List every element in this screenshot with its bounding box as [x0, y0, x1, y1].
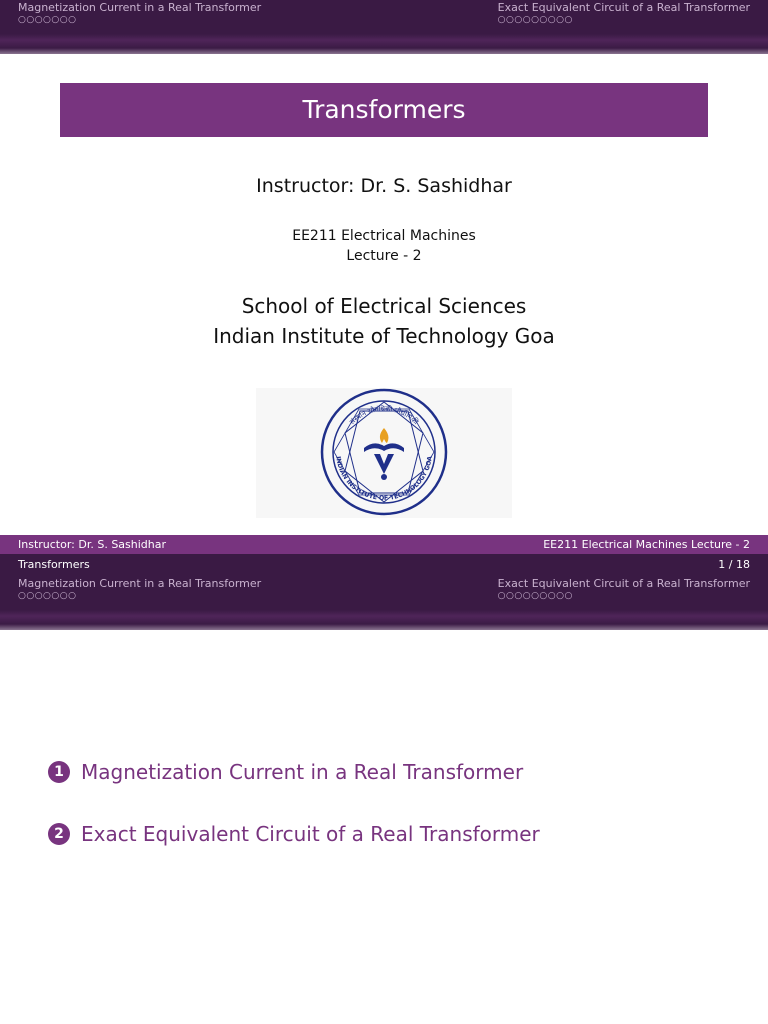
nav-frame-dots[interactable]: ○○○○○○○ [18, 15, 77, 25]
institute-logo [256, 388, 512, 518]
nav-frame-dots[interactable]: ○○○○○○○○○ [497, 15, 573, 25]
footer-author[interactable]: Instructor: Dr. S. Sashidhar [18, 538, 167, 551]
presentation-title: Transformers [60, 83, 708, 137]
logo-ring-top-text: संस्थान सौगंधिकी प्रौद्योगिकी [348, 404, 420, 427]
nav-section-label[interactable]: Magnetization Current in a Real Transformer [18, 577, 262, 590]
nav-section-equivalent-circuit[interactable] [498, 577, 750, 601]
footer-short-title[interactable]: Transformers [18, 558, 90, 571]
nav-section-label[interactable]: Exact Equivalent Circuit of a Real Transformer [497, 1, 750, 14]
lecture-number: Lecture - 2 [346, 248, 422, 264]
logo-ring-bottom-text: INDIAN INSTITUTE OF TECHNOLOGY GOA [334, 455, 434, 503]
footer-title-page-bar [0, 554, 768, 576]
numbered-bullet-icon: 2 [48, 823, 70, 845]
nav-section-magnetization[interactable] [18, 577, 261, 601]
outline-item-equivalent-circuit[interactable] [48, 822, 540, 846]
footer-author-course-bar [0, 535, 768, 554]
outline-item-label[interactable]: Magnetization Current in a Real Transformer [81, 760, 524, 784]
nav-frame-dots[interactable]: ○○○○○○○ [18, 591, 77, 601]
nav-section-equivalent-circuit[interactable] [498, 1, 750, 25]
footer-course[interactable]: EE211 Electrical Machines Lecture - 2 [543, 538, 750, 551]
course-name: EE211 Electrical Machines [292, 228, 476, 244]
header-navigation [0, 576, 768, 630]
outline-item-label[interactable]: Exact Equivalent Circuit of a Real Transformer [81, 822, 540, 846]
author-line: Instructor: Dr. S. Sashidhar [256, 175, 512, 197]
nav-section-label[interactable]: Magnetization Current in a Real Transformer [18, 1, 262, 14]
nav-section-label[interactable]: Exact Equivalent Circuit of a Real Transformer [497, 577, 750, 590]
numbered-bullet-icon: 1 [48, 761, 70, 783]
iit-goa-logo-icon [256, 388, 512, 518]
nav-section-magnetization[interactable] [18, 1, 261, 25]
footer-page-number: 1 / 18 [718, 558, 750, 571]
outline-item-magnetization[interactable] [48, 760, 523, 784]
school-name: School of Electrical Sciences [241, 294, 527, 318]
header-navigation [0, 0, 768, 54]
nav-frame-dots[interactable]: ○○○○○○○○○ [497, 591, 573, 601]
institute-name: Indian Institute of Technology Goa [213, 324, 555, 348]
outline-slide [0, 576, 768, 1024]
